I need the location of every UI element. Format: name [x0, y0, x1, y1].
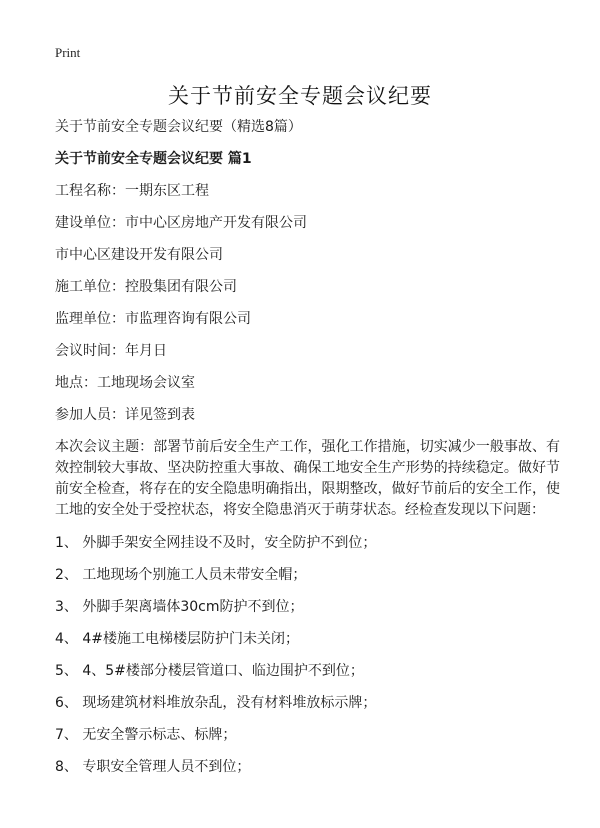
field-developer: 建设单位：市中心区房地产开发有限公司: [55, 215, 307, 231]
issue-item: 3、 外脚手架离墙体30cm防护不到位；: [55, 599, 304, 615]
issue-item: 6、 现场建筑材料堆放杂乱，没有材料堆放标示牌；: [55, 695, 377, 711]
issue-item: 8、 专职安全管理人员不到位；: [55, 759, 251, 775]
print-label: Print: [55, 45, 81, 60]
section-heading: 关于节前安全专题会议纪要 篇1: [55, 151, 252, 167]
field-attendees: 参加人员：详见签到表: [55, 407, 195, 423]
field-supervisor: 监理单位：市监理咨询有限公司: [55, 311, 251, 327]
issue-item: 1、 外脚手架安全网挂设不及时，安全防护不到位；: [55, 535, 377, 551]
field-meeting-time: 会议时间：年月日: [55, 343, 167, 359]
field-contractor: 施工单位：控股集团有限公司: [55, 279, 237, 295]
field-developer-2: 市中心区建设开发有限公司: [55, 247, 223, 263]
issue-item: 7、 无安全警示标志、标牌；: [55, 727, 237, 743]
issue-item: 2、 工地现场个别施工人员未带安全帽；: [55, 567, 307, 583]
field-project-name: 工程名称：一期东区工程: [55, 183, 209, 199]
issue-item: 5、 4、5#楼部分楼层管道口、临边围护不到位；: [55, 663, 364, 679]
document-subtitle: 关于节前安全专题会议纪要（精选8篇）: [55, 119, 302, 135]
meeting-topic-paragraph: 本次会议主题：部署节前后安全生产工作，强化工作措施，切实减少一般事故、有效控制较大事故、坚决防控重大事故、确保工地安全生产形势的持续稳定。做好节前安全检查，将存在的安全隐患明确指出，限期整改，做好节前后的安全工作，使工地的安全处于受控状态，将安全隐患消灭于萌芽状态。经检查发现以下问题：: [55, 439, 560, 518]
field-location: 地点：工地现场会议室: [55, 375, 195, 391]
issue-item: 4、 4#楼施工电梯楼层防护门未关闭；: [55, 631, 299, 647]
document-body: [55, 117, 560, 789]
document-title: 关于节前安全专题会议纪要: [168, 84, 432, 108]
